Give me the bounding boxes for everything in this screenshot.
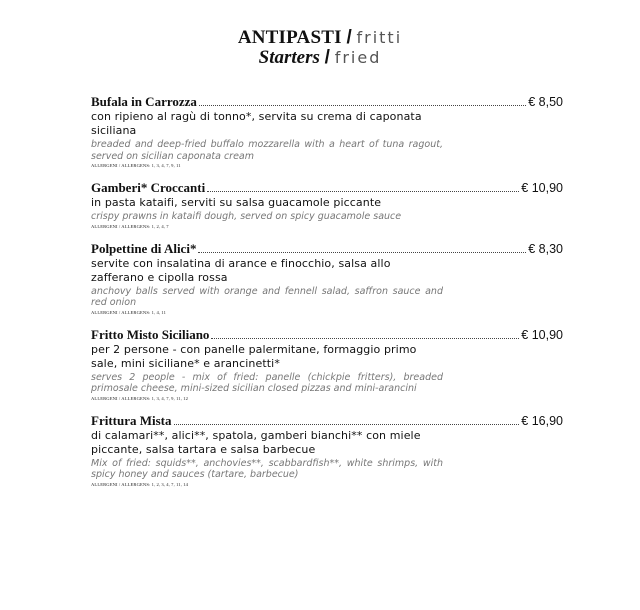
menu-item-title-row bbox=[91, 326, 563, 343]
menu-item-title-row bbox=[91, 240, 563, 257]
menu-item-price: € 10,90 bbox=[521, 327, 563, 342]
menu-item-description-english: anchovy balls served with orange and fennell salad, saffron sauce and red onion bbox=[91, 285, 443, 308]
menu-item-title: Gamberi* Croccanti bbox=[91, 180, 206, 195]
menu-item-price: € 8,30 bbox=[528, 241, 563, 256]
header-title-english: Starters bbox=[258, 47, 320, 68]
menu-item bbox=[91, 240, 563, 317]
menu-item-allergens: ALLERGENI / ALLERGENS: 1, 3, 4, 7, 9, 11 bbox=[91, 163, 181, 168]
menu-item-price: € 8,50 bbox=[528, 95, 563, 109]
menu-item-title: Bufala in Carrozza bbox=[91, 94, 197, 109]
menu-item bbox=[91, 412, 563, 489]
menu-item-price: € 10,90 bbox=[521, 181, 563, 195]
menu-item-price: € 16,90 bbox=[521, 413, 563, 428]
menu-item-description-english: crispy prawns in kataifi dough, served on spicy guacamole sauce bbox=[91, 211, 402, 222]
menu-item-title-row bbox=[91, 93, 563, 110]
menu-item-title-row bbox=[91, 179, 563, 196]
menu-item-allergens: ALLERGENI / ALLERGENS: 1, 2, 4, 7 bbox=[91, 223, 169, 229]
dotted-leader bbox=[207, 180, 519, 192]
menu-item-allergens: ALLERGENI / ALLERGENS: 1, 3, 4, 7, 9, 11, 12 bbox=[91, 395, 188, 401]
header-title-italian: ANTIPASTI bbox=[237, 27, 342, 48]
dotted-leader bbox=[174, 413, 520, 425]
header-subtitle-italian: fritti bbox=[356, 28, 403, 47]
header-separator: / bbox=[346, 27, 352, 48]
menu-item-description-italian: per 2 persone - con panelle palermitane, formaggio primo sale, mini siciliane* e arancinetti* bbox=[91, 342, 417, 370]
menu-item bbox=[91, 179, 563, 231]
menu-item-title: Polpettine di Alici* bbox=[91, 240, 197, 256]
menu-list bbox=[91, 93, 563, 498]
menu-item-allergens: ALLERGENI / ALLERGENS: 1, 2, 3, 4, 7, 11, 14 bbox=[91, 481, 188, 487]
menu-item-description-english: serves 2 people - mix of fried: panelle (chickpie fritters), breaded primosale cheese, mini-sized sicilian closed pizzas and mini-arancini bbox=[91, 371, 443, 394]
header-separator: / bbox=[324, 47, 330, 68]
menu-item-description-english: breaded and deep-fried buffalo mozzarella with a heart of tuna ragout, served on sicilian caponata cream bbox=[91, 139, 443, 162]
dotted-leader bbox=[211, 327, 519, 339]
header-subtitle-english: fried bbox=[334, 48, 382, 67]
dotted-leader bbox=[198, 241, 526, 253]
menu-item-description-english: Mix of fried: squids**, anchovies**, scabbardfish**, white shrimps, with spicy honey and sauces (tartare, barbecue) bbox=[91, 457, 443, 480]
menu-section-header bbox=[0, 28, 640, 68]
dotted-leader bbox=[199, 94, 526, 106]
menu-item-title: Fritto Misto Siciliano bbox=[91, 326, 210, 342]
menu-item-title-row bbox=[91, 412, 563, 429]
menu-item bbox=[91, 93, 563, 170]
menu-item bbox=[91, 326, 563, 403]
menu-item-allergens: ALLERGENI / ALLERGENS: 1, 4, 11 bbox=[91, 309, 167, 315]
menu-item-description-italian: con ripieno al ragù di tonno*, servita su crema di caponata siciliana bbox=[91, 110, 422, 137]
menu-item-title: Frittura Mista bbox=[91, 412, 172, 428]
menu-item-description-italian: di calamari**, alici**, spatola, gamberi bianchi** con miele piccante, salsa tartara e salsa barbecue bbox=[91, 428, 421, 456]
menu-item-description-italian: in pasta kataifi, serviti su salsa guacamole piccante bbox=[91, 196, 382, 209]
menu-item-description-italian: servite con insalatina di arance e finocchio, salsa allo zafferano e cipolla rossa bbox=[91, 256, 391, 284]
header-italian-line bbox=[0, 28, 640, 48]
header-english-line bbox=[0, 48, 640, 68]
